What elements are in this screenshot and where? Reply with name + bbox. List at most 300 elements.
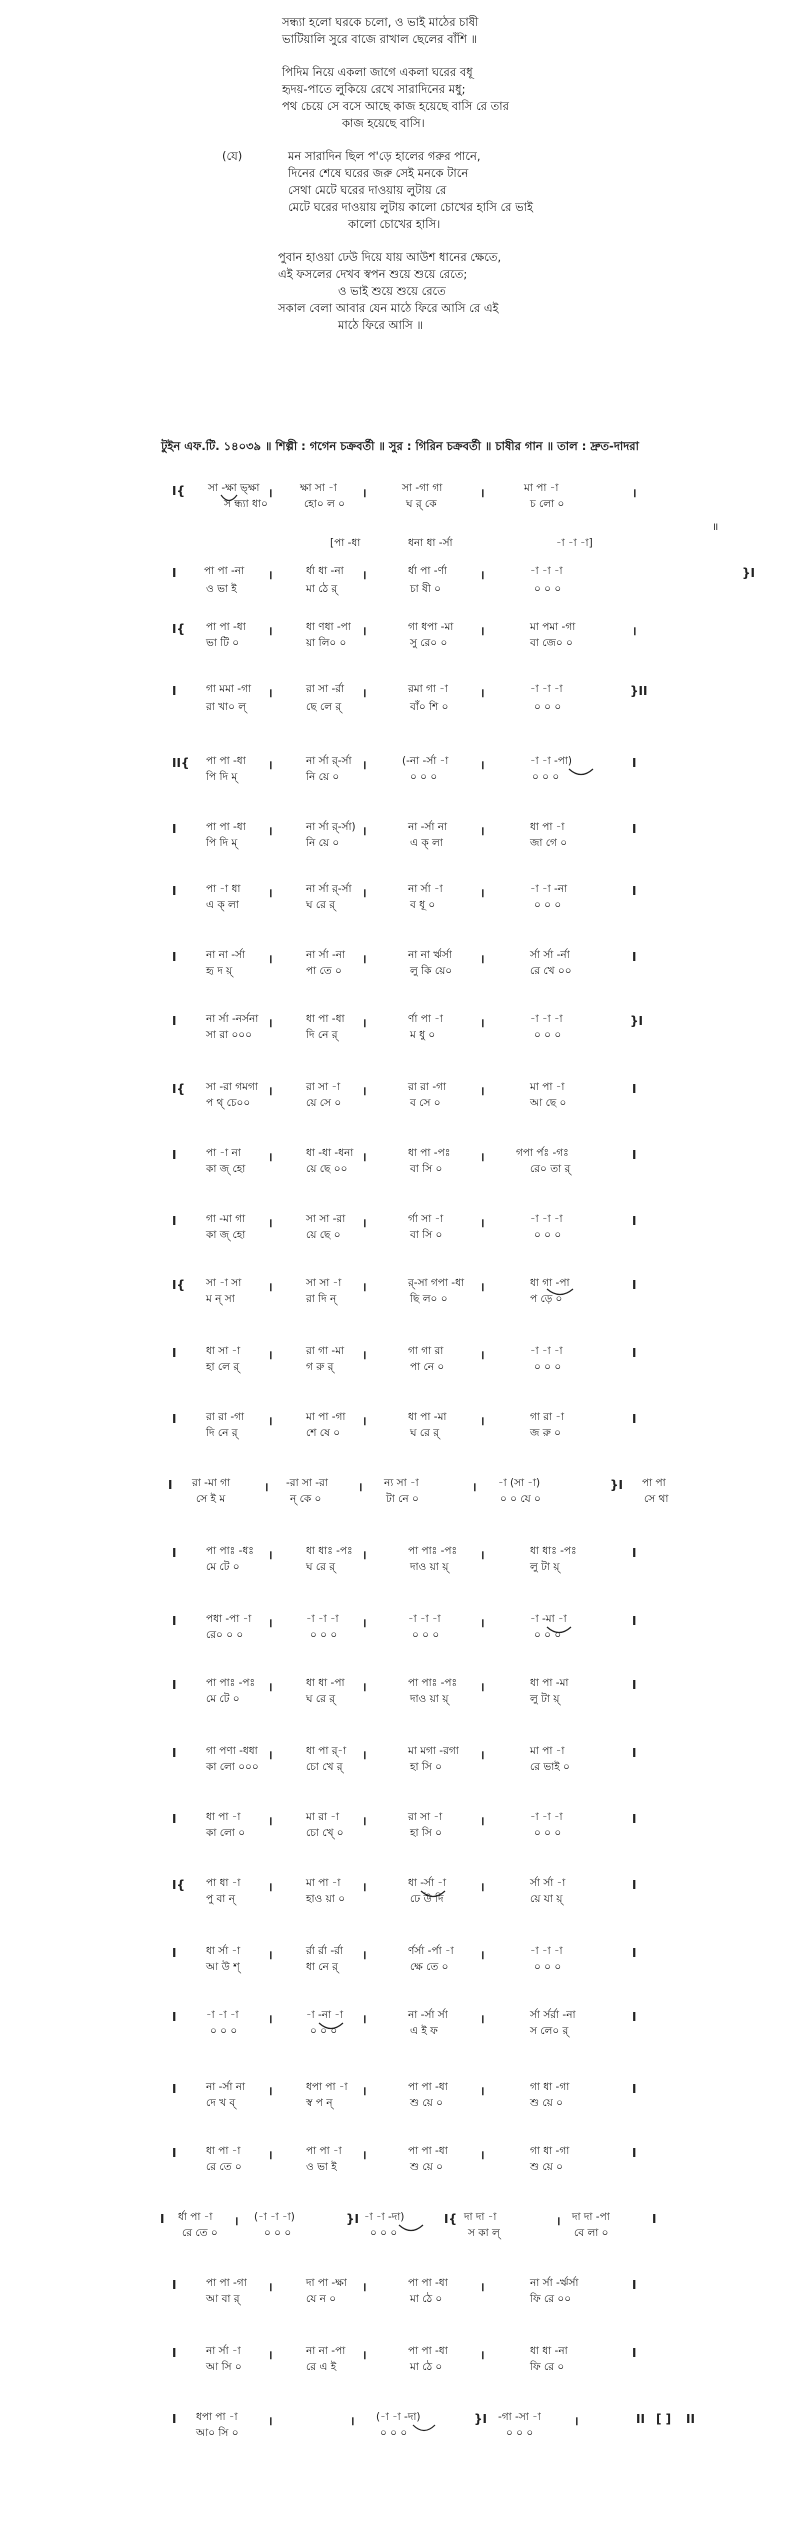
notation-cell: ০ ০ ০ bbox=[534, 1961, 562, 1973]
notation-cell: রা সা -র্রা bbox=[306, 683, 345, 695]
notation-cell: না র্সা -া bbox=[206, 2345, 241, 2357]
notation-cell: গ রু র্ bbox=[306, 1361, 334, 1373]
notation-row bbox=[0, 468, 800, 534]
notation-cell: -গা -সা -া bbox=[498, 2411, 541, 2423]
notation-row bbox=[0, 1262, 800, 1328]
bar-line: । bbox=[480, 2012, 485, 2026]
bar-line: । bbox=[362, 2148, 367, 2162]
notation-cell: শু য়ে ০ bbox=[530, 2097, 563, 2109]
stanza-marker: (যে) bbox=[222, 149, 243, 163]
bar-line: । bbox=[480, 1616, 485, 1630]
notation-cell: ঘ রে র্ bbox=[306, 1561, 335, 1573]
lyric-line: ও ভাই শুয়ে শুয়ে রেতে bbox=[338, 284, 446, 298]
bar-line: । bbox=[480, 1280, 485, 1294]
notation-cell: ০ ০ ০ bbox=[534, 1827, 562, 1839]
notation-cell: ০ ০ ০ bbox=[532, 771, 560, 783]
notation-cell: না র্সা র্-র্সা) bbox=[306, 821, 356, 833]
notation-cell: য়ে যা য়্ bbox=[530, 1893, 563, 1905]
notation-cell: সা -রা গমগা bbox=[206, 1081, 258, 1093]
notation-cell: ঘ রে র্ bbox=[410, 1427, 439, 1439]
bar-line: । bbox=[268, 1414, 273, 1428]
notation-cell: ম ন্ সা bbox=[206, 1293, 235, 1305]
notation-cell: আ সি ০ bbox=[206, 2361, 242, 2373]
notation-cell: ০ ০ ০ bbox=[380, 2427, 408, 2439]
bar-line: I{ bbox=[172, 1878, 186, 1892]
bar-line: । bbox=[480, 2280, 485, 2294]
bar-line: I bbox=[172, 1214, 177, 1228]
notation-cell: জ রু ০ bbox=[530, 1427, 561, 1439]
bar-line: I bbox=[172, 1678, 177, 1692]
notation-cell: দে খ ব্ bbox=[206, 2097, 236, 2109]
notation-cell: ভা টি ০ bbox=[206, 637, 240, 649]
notation-cell: মা মগা -রগা bbox=[408, 1745, 459, 1757]
bar-line: I bbox=[652, 2212, 657, 2226]
notation-cell: ঘ রে র্ bbox=[306, 899, 335, 911]
bar-line: । bbox=[362, 1680, 367, 1694]
bar-line: I bbox=[632, 1278, 637, 1292]
bar-line: । bbox=[362, 1414, 367, 1428]
notation-cell: -া -না -া bbox=[306, 2009, 344, 2021]
notation-cell: ছি ল০ ০ bbox=[410, 1293, 448, 1305]
bar-line: । bbox=[362, 1280, 367, 1294]
notation-cell: ফি রে ০০ bbox=[530, 2293, 572, 2305]
notation-cell: ০ ০ ০ bbox=[370, 2227, 398, 2239]
bar-line: I bbox=[172, 2278, 177, 2292]
notation-cell: স কা ল্ bbox=[468, 2227, 500, 2239]
notation-cell: পা পা -ধা bbox=[206, 821, 246, 833]
bar-line: । bbox=[480, 1948, 485, 1962]
notation-cell: মা পমা -গা bbox=[530, 621, 576, 633]
notation-cell: হা সি ০ bbox=[410, 1827, 443, 1839]
notation-cell: দা দা -া bbox=[464, 2211, 497, 2223]
slur-arc bbox=[220, 494, 238, 502]
notation-cell: কা লো ০০০ bbox=[206, 1761, 259, 1773]
notation-cell: র্ধা ধা -না bbox=[306, 565, 344, 577]
bar-line: । bbox=[362, 1548, 367, 1562]
notation-cell: পা পাঃ -ধঃ bbox=[206, 1545, 254, 1557]
notation-cell: রা দি ন্ bbox=[306, 1293, 337, 1305]
notation-cell: হা সি ০ bbox=[410, 1761, 443, 1773]
bar-line: I bbox=[172, 684, 177, 698]
lyric-line: সকাল বেলা আবার যেন মাঠে ফিরে আসি রে এই bbox=[278, 301, 499, 315]
notation-row bbox=[0, 1662, 800, 1728]
notation-cell: আ উ শ্ bbox=[206, 1961, 240, 1973]
bar-line: I{ bbox=[172, 1278, 186, 1292]
notation-cell: ধনা ধা -র্সা bbox=[408, 537, 453, 549]
bar-line: । bbox=[480, 686, 485, 700]
lyric-line: দিনের শেষে ঘরের জরু সেই মনকে টানে bbox=[288, 166, 469, 180]
bar-line: । bbox=[268, 952, 273, 966]
bar-line: । bbox=[268, 1216, 273, 1230]
notation-cell: ধা র্সা -া bbox=[206, 1945, 241, 1957]
bar-line: । bbox=[268, 2084, 273, 2098]
slur-arc bbox=[398, 2224, 424, 2232]
bar-line: I bbox=[160, 2212, 165, 2226]
lyric-line: মাঠে ফিরে আসি ॥ bbox=[338, 318, 423, 332]
notation-cell: বাঁ০ শি ০ bbox=[410, 701, 449, 713]
notation-row bbox=[0, 2328, 800, 2398]
bar-line: । bbox=[480, 1548, 485, 1562]
bar-line: । bbox=[556, 2214, 561, 2228]
notation-row bbox=[0, 1794, 800, 1862]
notation-cell: সা রা ০০০ bbox=[206, 1029, 252, 1041]
bar-line: I bbox=[632, 2346, 637, 2360]
notation-cell: মা পা -া bbox=[530, 1745, 565, 1757]
notation-cell: গা রা -া bbox=[530, 1411, 565, 1423]
notation-cell: হাও য়া ০ bbox=[306, 1893, 346, 1905]
notation-row bbox=[0, 1994, 800, 2064]
bar-line: I bbox=[172, 2412, 177, 2426]
notation-cell: ধা পা -মা bbox=[408, 1411, 447, 1423]
bar-line: । bbox=[362, 1814, 367, 1828]
bar-line: I{ bbox=[172, 484, 186, 498]
notation-cell: র্সা র্সা -া bbox=[530, 1877, 566, 1889]
bar-line: । bbox=[362, 568, 367, 582]
slur-arc bbox=[420, 1890, 446, 1898]
lyric-stanza bbox=[0, 249, 800, 334]
notation-cell: রা রা -গা bbox=[206, 1411, 245, 1423]
notation-cell: না -র্সা র্সা bbox=[408, 2009, 448, 2021]
bar-line: I bbox=[632, 2010, 637, 2024]
notation-cell: ০ ০ যে ০ bbox=[500, 1493, 541, 1505]
notation-cell: রে০ তা র্ bbox=[530, 1163, 571, 1175]
bar-line: । bbox=[268, 1616, 273, 1630]
notation-cell: ধা -ধা -ধনা bbox=[306, 1147, 354, 1159]
bar-line: । bbox=[480, 2084, 485, 2098]
notation-cell: রে খে ০০ bbox=[530, 965, 572, 977]
notation-cell: ০ ০ ০ bbox=[534, 1629, 562, 1641]
notation-cell: পা পা -ধা bbox=[206, 755, 246, 767]
notation-cell: -া -া -া bbox=[206, 2009, 239, 2021]
bar-line: I bbox=[632, 1812, 637, 1826]
bar-line: । bbox=[480, 1016, 485, 1030]
notation-row bbox=[0, 1530, 800, 1596]
notation-cell: দাও য়া য়্ bbox=[410, 1693, 449, 1705]
bar-line: । bbox=[362, 952, 367, 966]
bar-line: । bbox=[480, 1680, 485, 1694]
bar-line: । bbox=[480, 1150, 485, 1164]
notation-cell: -া -া -পা) bbox=[530, 755, 573, 767]
notation-cell: যে ন ০ bbox=[306, 2293, 337, 2305]
notation-cell: র্সা র্সা -র্না bbox=[530, 949, 570, 961]
notation-cell: রে তে ০ bbox=[182, 2227, 218, 2239]
notation-cell: -া -া -া bbox=[530, 1345, 563, 1357]
bar-line: I bbox=[172, 1812, 177, 1826]
lyric-line: পিদিম নিয়ে একলা জাগে একলা ঘরের বধূ bbox=[282, 65, 473, 79]
notation-cell: বা সি ০ bbox=[410, 1229, 443, 1241]
notation-cell: -া -া -া bbox=[530, 1013, 563, 1025]
notation-cell: (-া -া -া) bbox=[254, 2211, 295, 2223]
notation-cell: পা পা -ধা bbox=[408, 2277, 448, 2289]
lyric-line: কাজ হয়েছে বাসি। bbox=[342, 116, 425, 130]
notation-cell: এ ক্ লা bbox=[410, 837, 443, 849]
notation-cell: এ ক্ লা bbox=[206, 899, 239, 911]
notation-cell: পা পা -গা bbox=[206, 2277, 247, 2289]
notation-cell: না র্সা র্-র্সা bbox=[306, 883, 352, 895]
notation-cell: পি দি ম্ bbox=[206, 837, 238, 849]
notation-cell: স লে০ র্ bbox=[530, 2025, 569, 2037]
bar-line: I bbox=[172, 2146, 177, 2160]
lyric-line: পথ চেয়ে সে বসে আছে কাজ হয়েছে বাসি রে তার bbox=[282, 99, 509, 113]
notation-cell: ০ ০ ০ bbox=[410, 771, 438, 783]
notation-cell: ০ ০ ০ bbox=[534, 583, 562, 595]
bar-line: I bbox=[632, 822, 637, 836]
notation-cell: লু টা য়্ bbox=[530, 1561, 560, 1573]
notation-row bbox=[0, 1196, 800, 1262]
notation-cell: -রা সা -রা bbox=[286, 1477, 328, 1489]
bar-line: I bbox=[168, 1478, 173, 1492]
bar-line: I bbox=[632, 1746, 637, 1760]
bar-line: I bbox=[172, 1946, 177, 1960]
bar-line: }II bbox=[630, 684, 648, 698]
bar-line: । bbox=[480, 568, 485, 582]
notation-cell: স্ব প ন্ bbox=[306, 2097, 333, 2109]
notation-cell: গা গা রা bbox=[408, 1345, 444, 1357]
lyric-line: কালো চোখের হাসি। bbox=[348, 217, 441, 231]
notation-row bbox=[0, 1596, 800, 1662]
bar-line: I bbox=[172, 822, 177, 836]
notation-row bbox=[0, 2130, 800, 2196]
notation-cell: পু বা ন্ bbox=[206, 1893, 235, 1905]
bar-line: I bbox=[632, 1082, 637, 1096]
notation-cell: র্সা র্সর্রা -না bbox=[530, 2009, 576, 2021]
notation-cell: ম ধু ০ bbox=[410, 1029, 436, 1041]
notation-cell: ০ ০ ০ bbox=[264, 2227, 292, 2239]
bar-line: । bbox=[362, 1748, 367, 1762]
bar-line: I bbox=[172, 1014, 177, 1028]
notation-cell: ধা পা -ধা bbox=[306, 1013, 345, 1025]
bar-line: I bbox=[632, 2278, 637, 2292]
notation-cell: রে ভাই ০ bbox=[530, 1761, 570, 1773]
notation-cell: গা পণা -ধধা bbox=[206, 1745, 258, 1757]
lyric-line: ভাটিয়ালি সুরে বাজে রাখাল ছেলের বাঁশি ॥ bbox=[282, 32, 478, 46]
bar-line: । bbox=[480, 624, 485, 638]
notation-row bbox=[0, 1394, 800, 1462]
notation-cell: না র্সা -নর্সনা bbox=[206, 1013, 259, 1025]
bar-line: I bbox=[632, 2082, 637, 2096]
notation-cell: ধা পা -া bbox=[530, 821, 565, 833]
bar-line: । bbox=[480, 758, 485, 772]
notation-cell: ॥ bbox=[712, 521, 719, 533]
bar-line: I bbox=[172, 2346, 177, 2360]
bar-line: I bbox=[632, 1946, 637, 1960]
notation-cell: রে০ ০ ০ bbox=[206, 1629, 244, 1641]
notation-cell: রে এ ই bbox=[306, 2361, 337, 2373]
notation-cell: দি নে র্ bbox=[306, 1029, 338, 1041]
notation-cell: গা ধা -গা bbox=[530, 2081, 570, 2093]
bar-line: । bbox=[268, 1084, 273, 1098]
bar-line: । bbox=[268, 568, 273, 582]
notation-cell: রা সা -া bbox=[306, 1081, 341, 1093]
bar-line: । bbox=[362, 758, 367, 772]
notation-cell: না না -পা bbox=[306, 2345, 346, 2357]
notation-cell: মা রা -া bbox=[306, 1811, 340, 1823]
lyric-line: মন সারাদিন ছিল প'ড়ে হালের গরুর পানে, bbox=[288, 149, 481, 163]
notation-cell: মা ঠে ০ bbox=[410, 2293, 443, 2305]
bar-line: । bbox=[268, 1348, 273, 1362]
notation-row bbox=[0, 1130, 800, 1196]
notation-cell: ০ ০ ০ bbox=[412, 1629, 440, 1641]
notation-cell: পা পা -া bbox=[306, 2145, 342, 2157]
bar-line: । bbox=[264, 1480, 269, 1494]
notation-cell: পা পা -ধা bbox=[206, 621, 246, 633]
bar-line: । bbox=[268, 1150, 273, 1164]
bar-line: । bbox=[632, 486, 637, 500]
notation-cell: গা মমা -গা bbox=[206, 683, 252, 695]
notation-cell: চা ষী ০ bbox=[410, 583, 442, 595]
slur-arc bbox=[318, 2022, 344, 2030]
notation-cell: -া -া -া bbox=[530, 1945, 563, 1957]
notation-row bbox=[0, 2196, 800, 2262]
bar-line: । bbox=[268, 1814, 273, 1828]
notation-cell: য়ে ছে ০ bbox=[306, 1229, 341, 1241]
notation-cell: ক্ষে তে ০ bbox=[410, 1961, 449, 1973]
notation-cell: পা তে ০ bbox=[306, 965, 342, 977]
bar-line: I bbox=[632, 1412, 637, 1426]
notation-row bbox=[0, 1862, 800, 1928]
lyric-stanza bbox=[0, 14, 800, 48]
notation-cell: ও ভা ই bbox=[206, 583, 237, 595]
notation-cell: পা পা -না bbox=[204, 565, 245, 577]
notation-cell: শু য়ে ০ bbox=[530, 2161, 563, 2173]
notation-cell: আ বা র্ bbox=[206, 2293, 240, 2305]
notation-cell: ক্ষা সা -া bbox=[300, 482, 337, 494]
notation-cell: ন্ কে ০ bbox=[290, 1493, 322, 1505]
notation-cell: গা ধপা -মা bbox=[408, 621, 454, 633]
lyric-line: সেথা মেটে ঘরের দাওয়ায় লুটায় রে bbox=[288, 183, 447, 197]
lyric-line: হৃদয়-পাতে লুকিয়ে রেখে সারাদিনের মধু; bbox=[282, 82, 466, 96]
notation-cell: ০ ০ ০ bbox=[534, 1229, 562, 1241]
notation-cell: রা রা -গা bbox=[408, 1081, 447, 1093]
notation-cell: কা লো ০ bbox=[206, 1827, 246, 1839]
bar-line: । bbox=[268, 2348, 273, 2362]
notation-cell: ০ ০ ০ bbox=[210, 2025, 238, 2037]
bar-line: I bbox=[632, 756, 637, 770]
bar-line: I bbox=[172, 2010, 177, 2024]
bar-line: । bbox=[362, 2084, 367, 2098]
bar-line: । bbox=[268, 1280, 273, 1294]
notation-cell: আ ছে ০ bbox=[530, 1097, 567, 1109]
notation-cell: -া -া -া] bbox=[556, 537, 593, 549]
bar-line: । bbox=[632, 624, 637, 638]
notation-cell: -া -া -া bbox=[530, 565, 563, 577]
notation-cell: -া -া -না bbox=[530, 883, 568, 895]
bar-line: । bbox=[362, 1216, 367, 1230]
bar-line: I bbox=[172, 1346, 177, 1360]
notation-cell: রমা গা -া bbox=[408, 683, 448, 695]
lyrics-block bbox=[0, 14, 800, 350]
notation-cell: প ড়ে ০ bbox=[530, 1293, 563, 1305]
notation-cell: ধা গা -পা bbox=[530, 1277, 570, 1289]
bar-line: । bbox=[350, 2414, 355, 2428]
notation-cell: সা সা -া bbox=[306, 1277, 342, 1289]
bar-line: । bbox=[268, 1548, 273, 1562]
notation-cell: স ন্ধ্যা ধা০ bbox=[224, 498, 268, 510]
bar-line: । bbox=[268, 2280, 273, 2294]
notation-cell: পা পাঃ -পঃ bbox=[206, 1677, 256, 1689]
notation-cell: শু য়ে ০ bbox=[410, 2097, 443, 2109]
bar-line: । bbox=[268, 2414, 273, 2428]
notation-row bbox=[0, 602, 800, 668]
bar-line: I bbox=[172, 1412, 177, 1426]
notation-cell: সে থা bbox=[644, 1493, 669, 1505]
notation-cell: পা পা -ধা bbox=[408, 2145, 448, 2157]
notation-cell: ফি রে ০ bbox=[530, 2361, 565, 2373]
notation-cell: বে লা ০ bbox=[574, 2227, 609, 2239]
bar-line: I bbox=[632, 2146, 637, 2160]
notation-cell: দাও য়া য়্ bbox=[410, 1561, 449, 1573]
notation-cell: ধা পা -মা bbox=[530, 1677, 569, 1689]
bar-line: }I bbox=[610, 1478, 624, 1492]
notation-cell: পা -া না bbox=[206, 1147, 241, 1159]
notation-cell: পা -া ধা bbox=[206, 883, 241, 895]
bar-line: I bbox=[632, 884, 637, 898]
bar-line: I bbox=[632, 950, 637, 964]
notation-cell: র্রা র্রা -র্রা bbox=[306, 1945, 343, 1957]
notation-cell: চো খে্ ০ bbox=[306, 1827, 344, 1839]
notation-cell: কা জ্ হো bbox=[206, 1163, 246, 1175]
bar-line: I bbox=[632, 1546, 637, 1560]
notation-row bbox=[0, 668, 800, 738]
notation-cell: চো খে র্ bbox=[306, 1761, 343, 1773]
bar-line: । bbox=[268, 624, 273, 638]
bar-line: । bbox=[268, 824, 273, 838]
notation-row bbox=[0, 2398, 800, 2468]
bar-line: । bbox=[362, 2280, 367, 2294]
bar-line: । bbox=[362, 1150, 367, 1164]
notation-cell: পা পা -ধা bbox=[408, 2081, 448, 2093]
bar-line: I bbox=[172, 1746, 177, 1760]
notation-cell: হৃ দ য়্ bbox=[206, 965, 233, 977]
notation-cell: চ লো ০ bbox=[530, 498, 565, 510]
bar-line: I{ bbox=[172, 622, 186, 636]
bar-line: I bbox=[172, 884, 177, 898]
notation-cell: হা লে র্ bbox=[206, 1361, 240, 1373]
notation-cell: ধা পা -পঃ bbox=[408, 1147, 451, 1159]
bar-line: । bbox=[480, 1348, 485, 1362]
notation-cell: ধা ধাঃ -পঃ bbox=[306, 1545, 353, 1557]
bar-line: । bbox=[268, 1880, 273, 1894]
notation-cell: ০ ০ ০ bbox=[534, 899, 562, 911]
notation-cell: ০ ০ ০ bbox=[534, 1361, 562, 1373]
notation-cell: না -র্সা না bbox=[206, 2081, 246, 2093]
notation-cell: ০ ০ ০ bbox=[310, 2025, 338, 2037]
notation-cell: পা ধা -া bbox=[206, 1877, 241, 1889]
notation-cell: ঘ র্ কে bbox=[406, 498, 437, 510]
notation-cell: রা সা -া bbox=[408, 1811, 443, 1823]
bar-line: । bbox=[268, 1748, 273, 1762]
notation-cell: দা দা -পা bbox=[572, 2211, 610, 2223]
notation-cell: না না র্ঋর্সা bbox=[408, 949, 452, 961]
notation-cell: [পা -ধা bbox=[330, 537, 361, 549]
bar-line: I bbox=[172, 1148, 177, 1162]
notation-cell: রা -মা গা bbox=[192, 1477, 231, 1489]
bar-line: I{ bbox=[444, 2212, 458, 2226]
notation-cell: রা খা০ ল্ bbox=[206, 701, 247, 713]
notation-cell: মা পা -া bbox=[524, 482, 559, 494]
bar-line: I bbox=[172, 566, 177, 580]
notation-row bbox=[0, 521, 800, 602]
notation-row bbox=[0, 1728, 800, 1794]
notation-cell: -া -া -া bbox=[530, 683, 563, 695]
notation-cell: না র্সা -র্ঋর্সা bbox=[530, 2277, 579, 2289]
notation-cell: -া -মা -া bbox=[530, 1613, 567, 1625]
notation-cell: রা গা -মা bbox=[306, 1345, 345, 1357]
bar-line: । bbox=[362, 624, 367, 638]
slur-arc bbox=[412, 2424, 436, 2432]
notation-cell: মা পা -া bbox=[530, 1081, 565, 1093]
notation-cell: মা পা -া bbox=[306, 1877, 341, 1889]
